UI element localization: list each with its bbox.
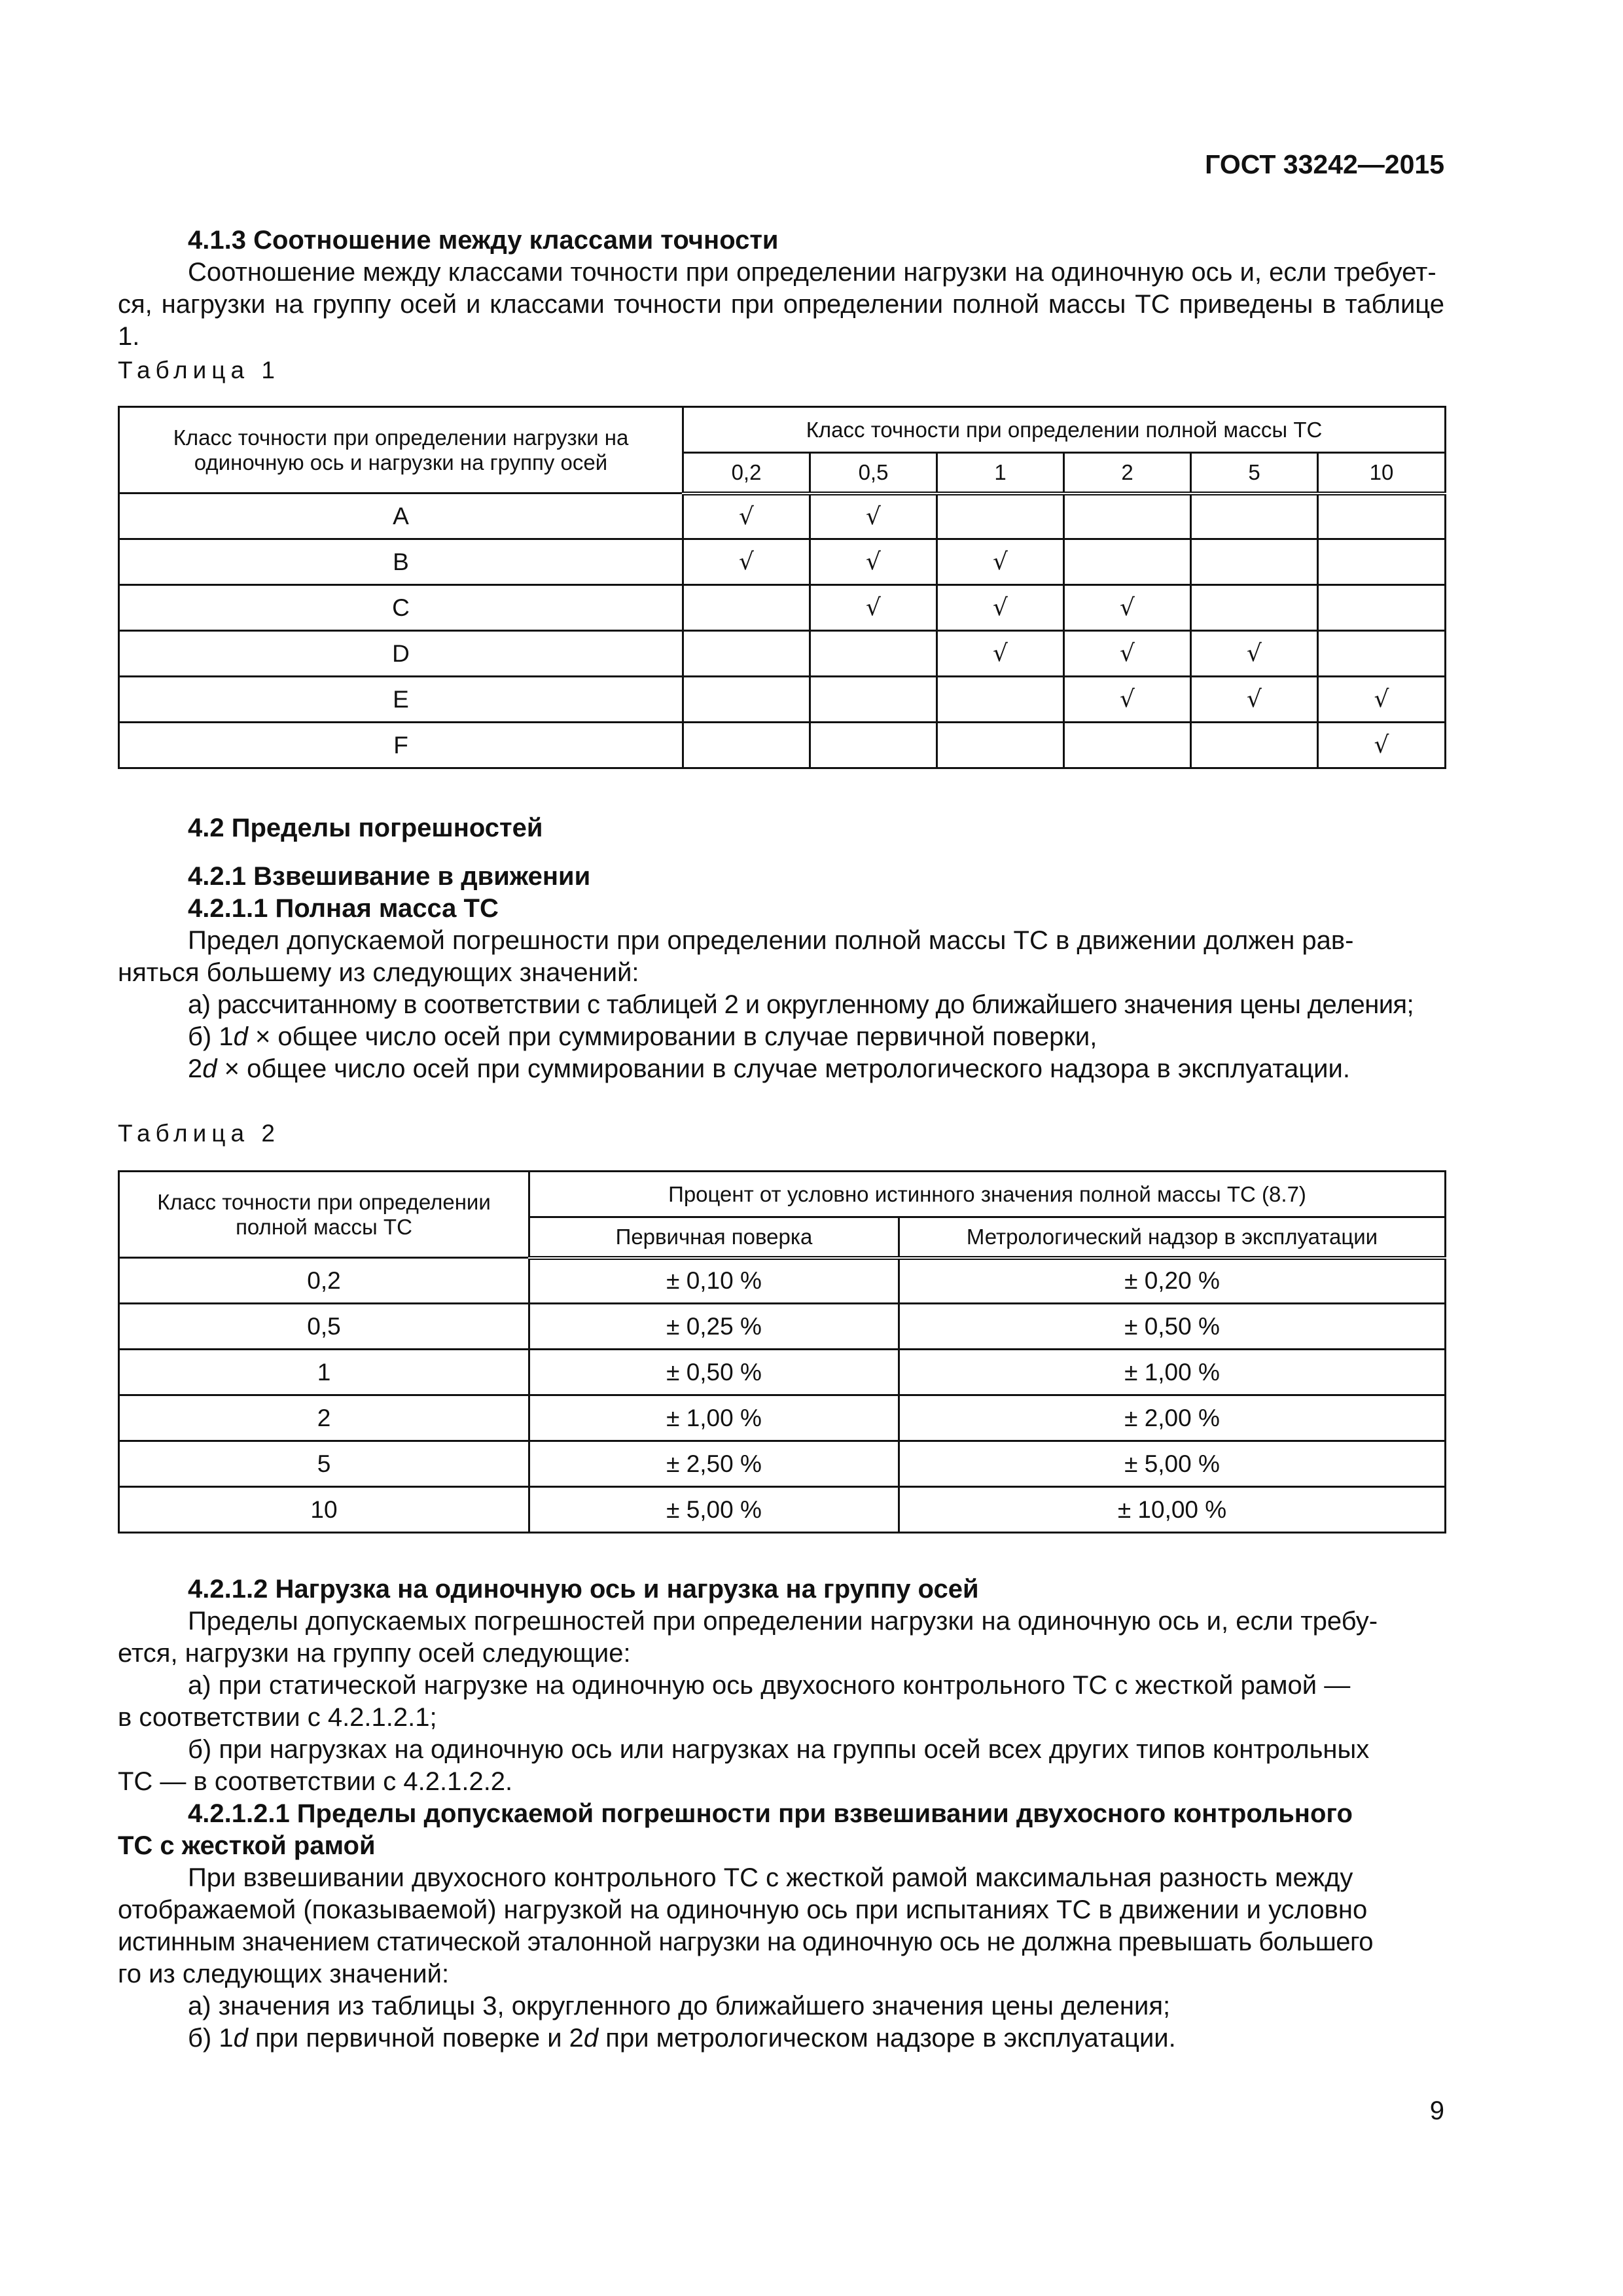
table-row xyxy=(119,585,1446,631)
table-1-row-header: Класс точности при определении нагрузки на одиночную ось и нагрузки на группу осей xyxy=(119,407,683,493)
table-cell: 5 xyxy=(119,1441,529,1487)
section-title: 4.2 Пределы погрешностей xyxy=(188,814,543,842)
table-row xyxy=(119,493,1446,539)
section-4-1-3 xyxy=(118,224,1444,353)
table-row xyxy=(119,1350,1446,1395)
section-title: 4.2.1.1 Полная масса ТС xyxy=(188,894,499,923)
check-mark xyxy=(1064,539,1191,585)
page-number: 9 xyxy=(1429,2096,1444,2125)
check-mark: √ xyxy=(1318,677,1446,723)
table-1-row-label: D xyxy=(119,631,683,677)
check-mark: √ xyxy=(937,539,1064,585)
table-cell: ± 0,10 % xyxy=(529,1258,899,1304)
list-item xyxy=(118,1021,1444,1053)
table-row xyxy=(119,1487,1446,1533)
table-1-row-label: B xyxy=(119,539,683,585)
text-span: × общее число осей при суммировании в случае метрологического надзора в эксплуатации. xyxy=(217,1054,1350,1083)
table-1-row-label: A xyxy=(119,493,683,539)
check-mark xyxy=(937,677,1064,723)
check-mark: √ xyxy=(1191,631,1318,677)
check-mark: √ xyxy=(810,539,937,585)
table-1-column-header: 0,2 xyxy=(683,453,810,493)
text-span: 2 xyxy=(188,1054,203,1083)
paragraph-line: истинным значением статической эталонной нагрузки на одиночную ось не должна превышать большего xyxy=(118,1928,1373,1956)
table-1-column-header: 10 xyxy=(1318,453,1446,493)
check-mark xyxy=(810,631,937,677)
text-span: × общее число осей при суммировании в случае первичной поверки, xyxy=(247,1022,1097,1051)
table-cell: ± 0,50 % xyxy=(899,1304,1446,1350)
list-item: а) рассчитанному в соответствии с таблицей 2 и округленному до ближайшего значения цены деления; xyxy=(188,990,1414,1019)
check-mark: √ xyxy=(810,493,937,539)
list-item: а) при статической нагрузке на одиночную ось двухосного контрольного ТС с жесткой рамой — xyxy=(188,1671,1351,1700)
text-span: при первичной поверке и 2 xyxy=(247,2024,584,2053)
table-1-column-group-header: Класс точности при определении полной массы ТС xyxy=(683,407,1446,453)
list-item: б) при нагрузках на одиночную ось или нагрузках на группы осей всех других типов контрольных xyxy=(188,1735,1370,1764)
table-2 xyxy=(118,1170,1446,1534)
table-cell: ± 1,00 % xyxy=(899,1350,1446,1395)
list-item: ТС — в соответствии с 4.2.1.2.2. xyxy=(118,1767,513,1796)
table-1-column-header: 2 xyxy=(1064,453,1191,493)
check-mark xyxy=(810,723,937,768)
table-1-caption: Таблица 1 xyxy=(118,357,280,384)
check-mark xyxy=(1191,723,1318,768)
check-mark xyxy=(1318,539,1446,585)
table-cell: ± 1,00 % xyxy=(529,1395,899,1441)
table-row xyxy=(119,631,1446,677)
table-2-caption: Таблица 2 xyxy=(118,1120,280,1147)
list-item: а) значения из таблицы 3, округленного до ближайшего значения цены деления; xyxy=(188,1992,1171,2020)
section-title: 4.2.1 Взвешивание в движении xyxy=(188,862,591,891)
check-mark: √ xyxy=(1064,631,1191,677)
section-4-2 xyxy=(118,812,1444,844)
table-cell: 1 xyxy=(119,1350,529,1395)
symbol-d: d xyxy=(233,1022,248,1051)
table-row xyxy=(119,1395,1446,1441)
table-1-row-label: F xyxy=(119,723,683,768)
paragraph-line: го из следующих значений: xyxy=(118,1960,450,1988)
table-1-row-label: C xyxy=(119,585,683,631)
section-title: 4.2.1.2 Нагрузка на одиночную ось и нагрузка на группу осей xyxy=(188,1575,979,1604)
section-title: 4.2.1.2.1 Пределы допускаемой погрешности при взвешивании двухосного контрольного xyxy=(188,1799,1353,1828)
table-2-column-header: Метрологический надзор в эксплуатации xyxy=(899,1217,1446,1258)
table-cell: ± 5,00 % xyxy=(899,1441,1446,1487)
check-mark: √ xyxy=(1064,585,1191,631)
section-4-2-1 xyxy=(118,861,1444,1085)
check-mark xyxy=(937,493,1064,539)
table-cell: 0,5 xyxy=(119,1304,529,1350)
check-mark: √ xyxy=(683,493,810,539)
table-cell: ± 2,50 % xyxy=(529,1441,899,1487)
symbol-d: d xyxy=(583,2024,599,2053)
table-row xyxy=(119,1441,1446,1487)
table-cell: ± 0,25 % xyxy=(529,1304,899,1350)
table-1-row-label: E xyxy=(119,677,683,723)
paragraph-line: ся, нагрузки на группу осей и классами точности при определении полной массы ТС приведены в таблице 1. xyxy=(118,290,1444,351)
table-1-column-header: 1 xyxy=(937,453,1064,493)
section-title: 4.1.3 Соотношение между классами точности xyxy=(188,226,779,255)
table-cell: ± 5,00 % xyxy=(529,1487,899,1533)
text-span: б) 1 xyxy=(188,2024,234,2053)
table-row xyxy=(119,1304,1446,1350)
table-cell: 2 xyxy=(119,1395,529,1441)
paragraph-line: няться большему из следующих значений: xyxy=(118,958,639,987)
table-cell: ± 0,50 % xyxy=(529,1350,899,1395)
table-2-column-group-header: Процент от условно истинного значения полной массы ТС (8.7) xyxy=(529,1172,1446,1217)
symbol-d: d xyxy=(233,2024,248,2053)
section-4-2-1-2 xyxy=(118,1573,1444,2054)
table-row xyxy=(119,539,1446,585)
check-mark xyxy=(1064,723,1191,768)
list-item xyxy=(118,2022,1444,2054)
check-mark xyxy=(683,631,810,677)
check-mark xyxy=(1318,493,1446,539)
check-mark xyxy=(683,585,810,631)
check-mark xyxy=(683,723,810,768)
table-2-row-header: Класс точности при определении полной массы ТС xyxy=(119,1172,529,1258)
paragraph-line: Предел допускаемой погрешности при определении полной массы ТС в движении должен рав- xyxy=(188,926,1354,955)
table-1-column-header: 5 xyxy=(1191,453,1318,493)
check-mark: √ xyxy=(1064,677,1191,723)
check-mark xyxy=(1318,585,1446,631)
check-mark: √ xyxy=(1318,723,1446,768)
check-mark: √ xyxy=(1191,677,1318,723)
table-1-column-header: 0,5 xyxy=(810,453,937,493)
check-mark: √ xyxy=(937,585,1064,631)
paragraph-line: Соотношение между классами точности при определении нагрузки на одиночную ось и, если требует- xyxy=(188,258,1436,287)
paragraph-line: При взвешивании двухосного контрольного ТС с жесткой рамой максимальная разность между xyxy=(188,1863,1353,1892)
paragraph-line: ется, нагрузки на группу осей следующие: xyxy=(118,1639,631,1668)
table-row xyxy=(119,723,1446,768)
check-mark xyxy=(1064,493,1191,539)
symbol-d: d xyxy=(202,1054,217,1083)
paragraph-line: Пределы допускаемых погрешностей при определении нагрузки на одиночную ось и, если требу- xyxy=(188,1607,1378,1636)
list-item: в соответствии с 4.2.1.2.1; xyxy=(118,1703,437,1732)
check-mark xyxy=(1191,539,1318,585)
text-span: при метрологическом надзоре в эксплуатации. xyxy=(598,2024,1176,2053)
document-id: ГОСТ 33242—2015 xyxy=(1205,149,1444,179)
check-mark xyxy=(937,723,1064,768)
check-mark xyxy=(810,677,937,723)
section-title: ТС с жесткой рамой xyxy=(118,1831,376,1860)
table-2-column-header: Первичная поверка xyxy=(529,1217,899,1258)
check-mark xyxy=(1191,585,1318,631)
table-cell: ± 10,00 % xyxy=(899,1487,1446,1533)
table-row xyxy=(119,677,1446,723)
list-item xyxy=(118,1053,1444,1085)
check-mark xyxy=(683,677,810,723)
text-span: б) 1 xyxy=(188,1022,234,1051)
check-mark: √ xyxy=(937,631,1064,677)
check-mark: √ xyxy=(683,539,810,585)
check-mark xyxy=(1191,493,1318,539)
table-cell: 0,2 xyxy=(119,1258,529,1304)
check-mark xyxy=(1318,631,1446,677)
table-cell: ± 0,20 % xyxy=(899,1258,1446,1304)
check-mark: √ xyxy=(810,585,937,631)
table-row xyxy=(119,1258,1446,1304)
table-cell: ± 2,00 % xyxy=(899,1395,1446,1441)
table-1 xyxy=(118,406,1446,769)
paragraph-line: отображаемой (показываемой) нагрузкой на одиночную ось при испытаниях ТС в движении и условно xyxy=(118,1895,1368,1924)
table-cell: 10 xyxy=(119,1487,529,1533)
